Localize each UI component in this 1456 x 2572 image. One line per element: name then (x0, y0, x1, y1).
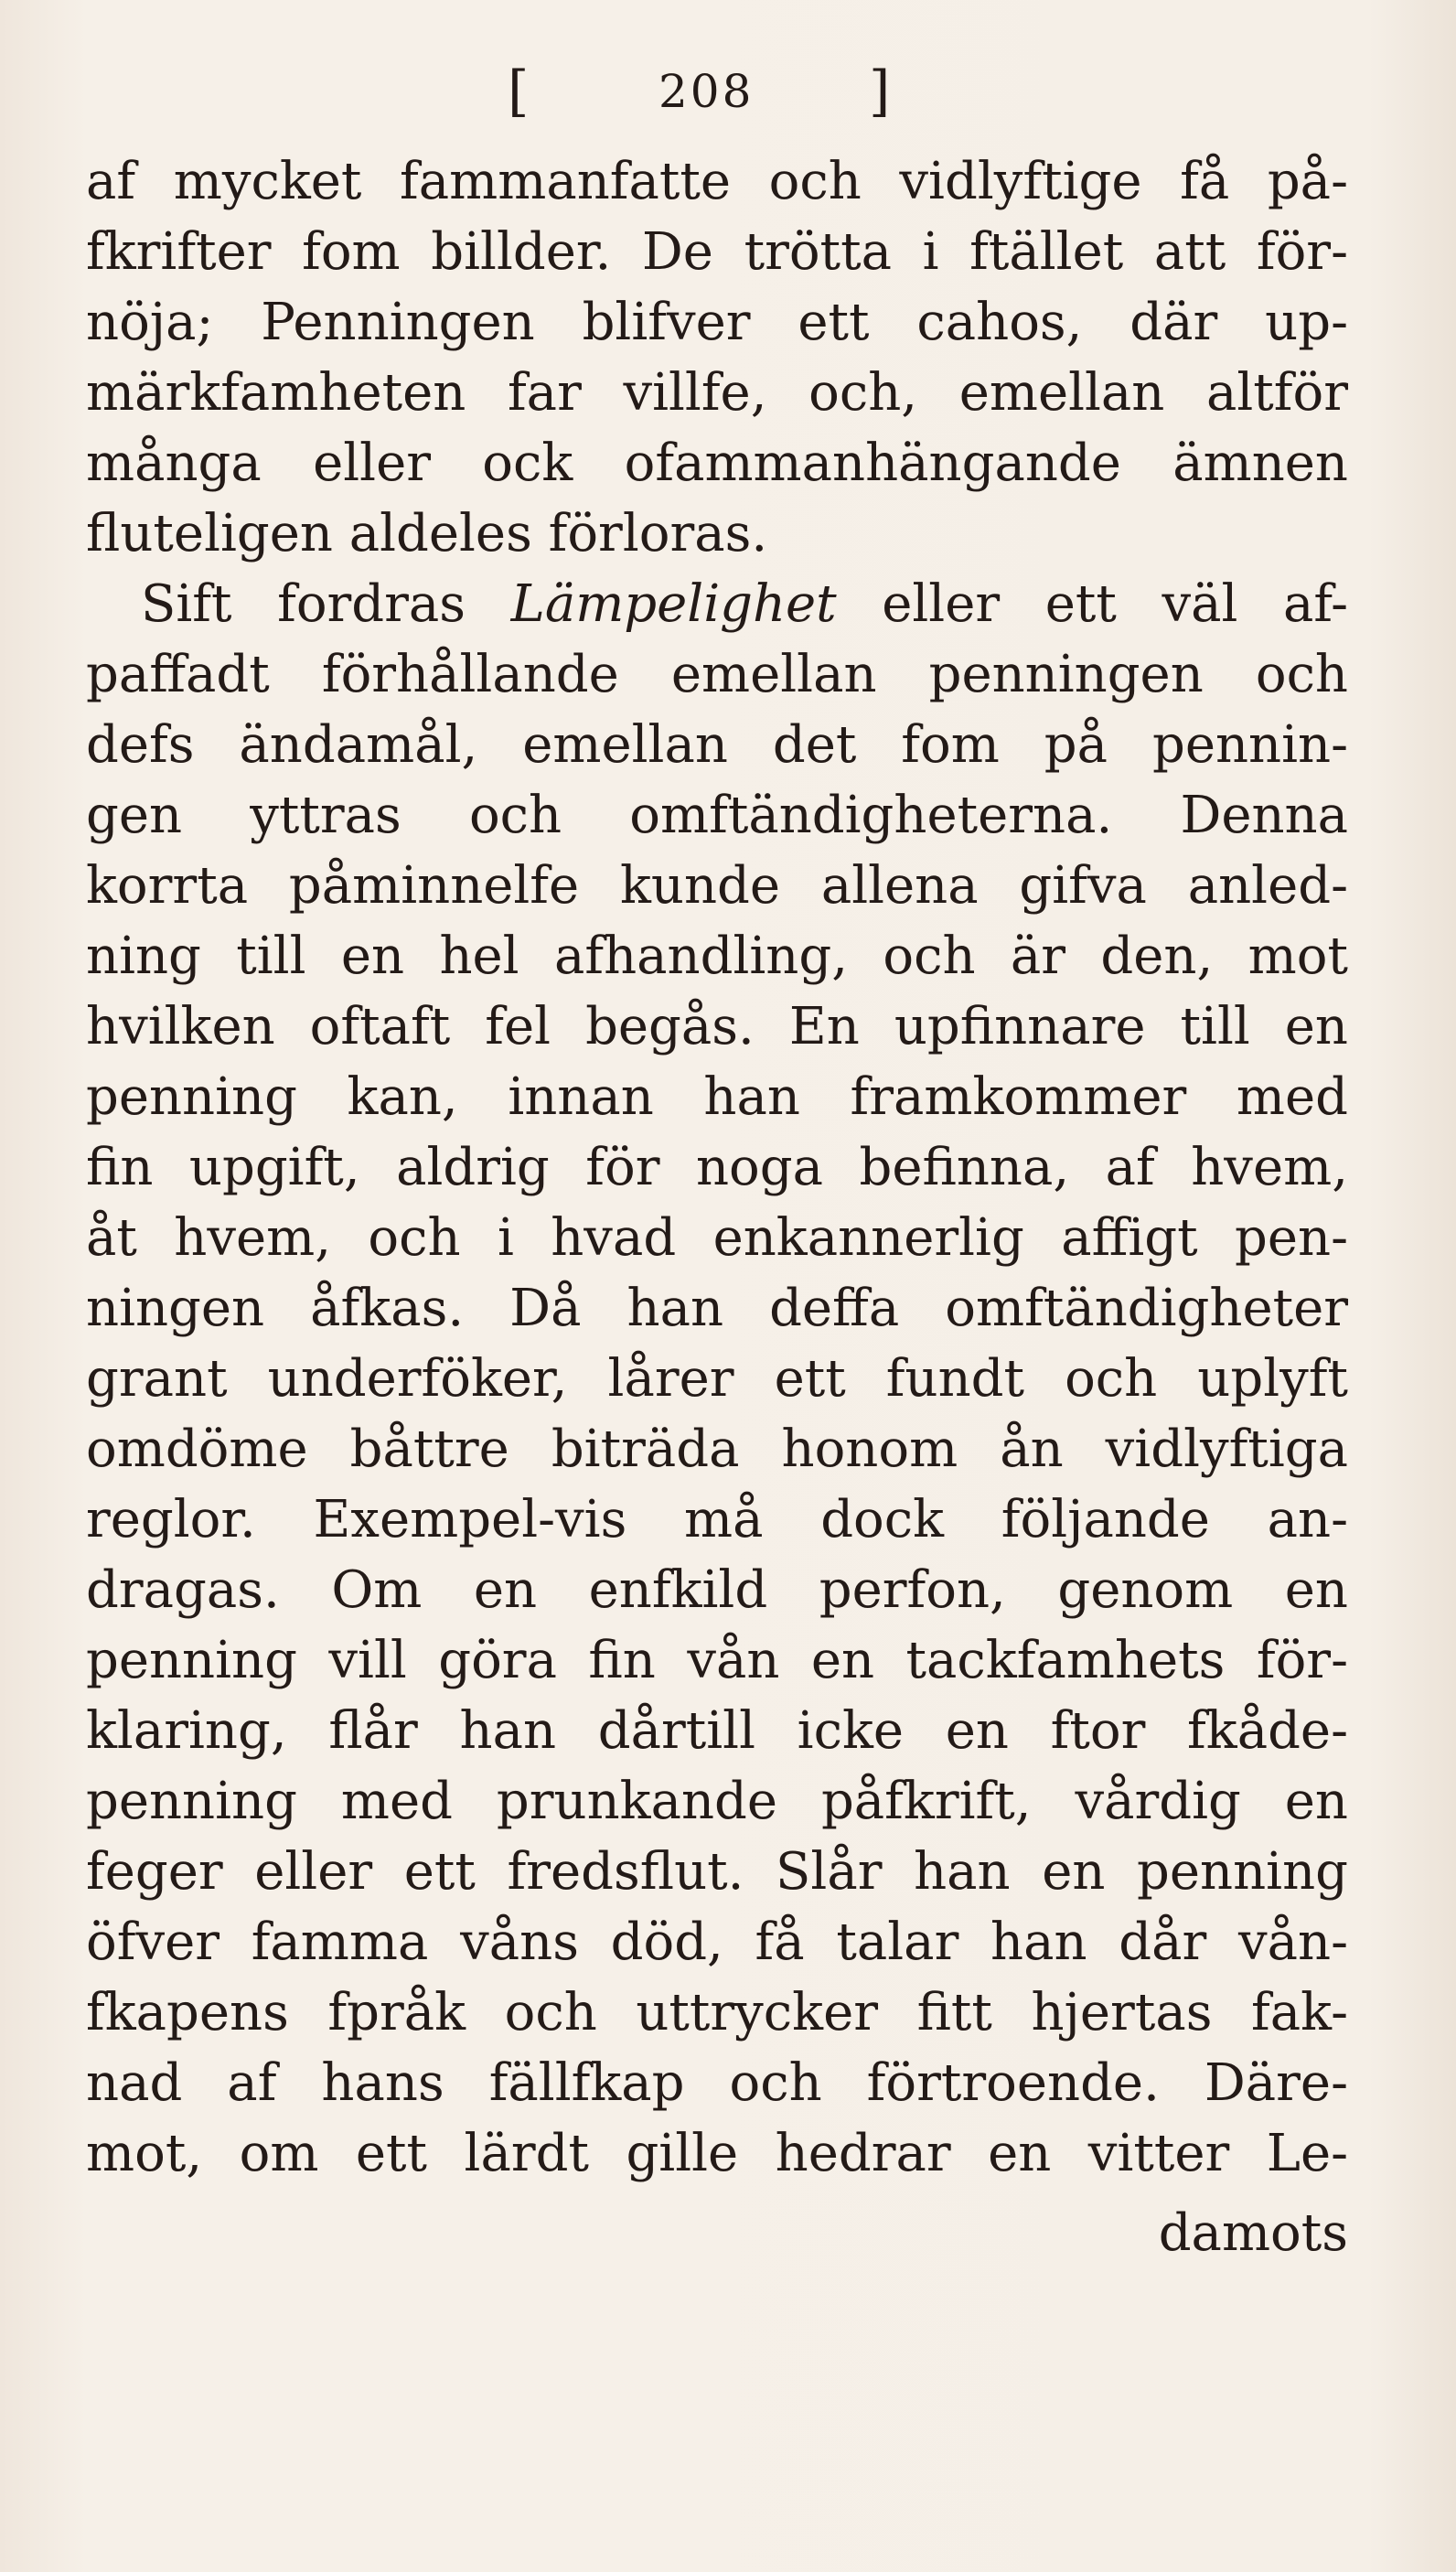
text-line: grant underföker, lårer ett fundt och uplyft (86, 1349, 1348, 1409)
text-line: feger eller ett fredsflut. Slår han en penning (86, 1842, 1348, 1902)
text-line: dragas. Om en enfkild perfon, genom en (86, 1560, 1348, 1620)
text-line: ningen åfkas. Då han deffa omftändigheter (86, 1279, 1348, 1338)
text-line: nad af hans fällfkap och förtroende. Däre- (86, 2053, 1348, 2113)
text-line: flutеligen aldeles förloras. (86, 504, 768, 563)
header-bracket-left: [ (508, 59, 531, 123)
header-bracket-right: ] (869, 59, 893, 123)
paragraph-2 (86, 569, 1348, 2189)
text-line (86, 569, 1348, 639)
catchword: damots (1158, 2203, 1348, 2263)
text-span: Sift fordras (141, 574, 511, 634)
paragraph-1 (86, 146, 1348, 569)
text-line: öfver famma våns död, få talar han dår vån- (86, 1913, 1348, 1972)
text-line: omdöme båttre biträda honom ån vidlyftiga (86, 1420, 1348, 1479)
text-line: fkrifter fom billder. De trötta i ftället att för- (86, 222, 1348, 282)
text-line: reglor. Exempel-vis må dock följande an- (86, 1490, 1348, 1549)
text-line: nöja; Penningen blifver ett cahos, där up- (86, 293, 1348, 352)
page-header (0, 50, 1456, 133)
text-line: penning med prunkande påfkrift, vårdig en (86, 1772, 1348, 1831)
text-line: ning till en hel afhandling, och är den, mot (86, 927, 1348, 986)
text-line: fin upgift, aldrig för noga befinna, af hvem, (86, 1138, 1348, 1197)
text-line: paffadt förhållande emellan penningen och (86, 645, 1348, 704)
text-line: fkapens fpråk och uttrycker fitt hjertas fak- (86, 1983, 1348, 2042)
text-line: märkfamheten far villfe, och, emellan altför (86, 363, 1348, 423)
text-line: defs ändamål, emellan det fom på pennin- (86, 715, 1348, 775)
text-span: eller ett väl af- (836, 574, 1348, 634)
text-line: penning kan, innan han framkommer med (86, 1067, 1348, 1127)
text-line: penning vill göra fin vån en tackfamhets för- (86, 1631, 1348, 1690)
text-line: mot, om ett lärdt gille hedrar en vitter Le- (86, 2124, 1348, 2183)
text-line: korrta påminnelfe kunde allena gifva anled- (86, 856, 1348, 916)
text-line: klaring, flår han dårtill icke en ftor fkåde- (86, 1701, 1348, 1761)
text-line: hvilken oftaft fel begås. En upfinnare till en (86, 997, 1348, 1056)
emphasized-term: Lämpelighet (510, 574, 837, 634)
body-text (86, 146, 1348, 2268)
text-line: af mycket fammanfatte och vidlyftige få på- (86, 152, 1348, 211)
text-line: många eller ock ofammanhängande ämnen (86, 434, 1348, 493)
page-number: 208 (658, 65, 755, 118)
text-line: gen yttras och omftändigheterna. Denna (86, 786, 1348, 845)
text-line: åt hvem, och i hvad enkannerlig affigt pen- (86, 1208, 1348, 1268)
